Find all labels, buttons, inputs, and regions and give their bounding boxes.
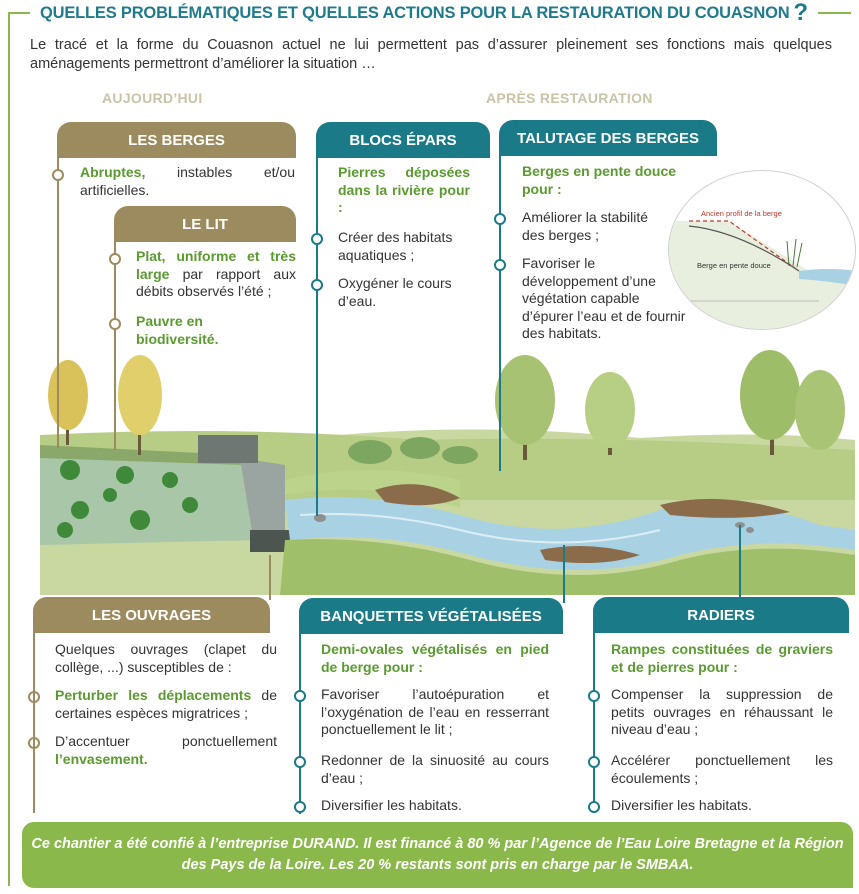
intro-text: Le tracé et la forme du Couasnon actuel ne lui permettent pas d’assurer pleinement ses fonctions mais quelques aménagements permettront d’améliorer la situation … bbox=[30, 37, 832, 72]
river-illustration bbox=[40, 340, 855, 595]
bullet-icon bbox=[588, 801, 600, 813]
bullet-icon bbox=[588, 690, 600, 702]
bullet-icon bbox=[311, 279, 323, 291]
radiers-intro: Rampes constituées de graviers et de pierres pour : bbox=[611, 641, 833, 675]
lit-title: LE LIT bbox=[114, 206, 296, 242]
header bbox=[30, 0, 818, 26]
talutage-item-1: Améliorer la stabilité des berges ; bbox=[522, 209, 649, 243]
blocs-intro: Pierres déposées dans la rivière pour : bbox=[338, 164, 470, 215]
bank-profile-diagram bbox=[668, 170, 856, 330]
lit-item-1: Plat, uniforme et très large par rapport aux débits observés l’été ; bbox=[136, 248, 296, 299]
funding-footer: Ce chantier a été confié à l’entreprise DURAND. Il est financé à 80 % par l’Agence de l’Eau Loire Bretagne et la Région des Pays de la Loire. Les 20 % restants sont pris en charge par le SMBAA. bbox=[22, 822, 853, 888]
title-rule bbox=[826, 12, 851, 14]
connector-lit bbox=[114, 240, 116, 450]
ouvrages-item-1: Perturber les déplacements de certaines espèces migratrices ; bbox=[55, 687, 277, 721]
blocs-item-1: Créer des habitats aquatiques ; bbox=[338, 229, 453, 263]
bullet-icon bbox=[52, 169, 64, 181]
sluice-structure bbox=[198, 435, 258, 463]
bullet-icon bbox=[109, 318, 121, 330]
connector-ouvrages bbox=[269, 555, 271, 600]
diagram-old-label: Ancien profil de la berge bbox=[701, 209, 782, 218]
connector-talutage bbox=[499, 156, 501, 471]
berges-title: LES BERGES bbox=[57, 122, 296, 158]
radiers-item-3: Diversifier les habitats. bbox=[611, 797, 752, 813]
talutage-title: TALUTAGE DES BERGES bbox=[499, 120, 717, 156]
radiers-item-1: Compenser la suppression de petits ouvrages en réhaussant le niveau d’eau ; bbox=[611, 686, 833, 737]
banquettes-title: BANQUETTES VÉGÉTALISÉES bbox=[299, 598, 563, 634]
radiers-title: RADIERS bbox=[593, 597, 849, 633]
bullet-icon bbox=[294, 690, 306, 702]
banquettes-item-3: Diversifier les habitats. bbox=[321, 797, 462, 813]
ouvrages-item-2: D’accentuer ponctuellement l’envasement. bbox=[55, 733, 277, 767]
radiers-rule bbox=[593, 633, 595, 813]
bullet-icon bbox=[588, 756, 600, 768]
lit-item-2: Pauvre en biodiversité. bbox=[136, 313, 219, 347]
page-title: QUELLES PROBLÉMATIQUES ET QUELLES ACTIONS POUR LA RESTAURATION DU COUASNON bbox=[40, 3, 790, 22]
connector-banquettes bbox=[563, 545, 565, 603]
column-after: APRÈS RESTAURATION bbox=[486, 90, 653, 106]
bullet-icon bbox=[311, 233, 323, 245]
question-mark-icon: ? bbox=[793, 0, 809, 26]
connector-blocs bbox=[316, 156, 318, 516]
banquettes-rule bbox=[299, 634, 301, 814]
ouvrages-rule bbox=[33, 633, 35, 813]
banquettes-intro: Demi-ovales végétalisés en pied de berge pour : bbox=[321, 641, 549, 675]
bullet-icon bbox=[494, 213, 506, 225]
blocs-item-2: Oxygéner le cours d’eau. bbox=[338, 275, 452, 309]
bullet-icon bbox=[494, 259, 506, 271]
talutage-intro: Berges en pente douce pour : bbox=[522, 163, 677, 197]
connector-berges bbox=[57, 158, 59, 448]
banquettes-item-1: Favoriser l’autoépuration et l’oxygénation de l’eau en resserrant ponctuellement le lit ; bbox=[321, 686, 549, 737]
ouvrages-title: LES OUVRAGES bbox=[33, 597, 270, 633]
berges-text: Abruptes, instables et/ou artificielles. bbox=[80, 164, 295, 198]
talutage-item-2: Favoriser le développement d’une végétation capable d’épurer l’eau et de fournir des habitats. bbox=[522, 255, 686, 341]
radiers-item-2: Accélérer ponctuellement les écoulements ; bbox=[611, 752, 833, 786]
diagram-new-label: Berge en pente douce bbox=[697, 261, 771, 270]
column-today: AUJOURD’HUI bbox=[102, 90, 203, 106]
connector-radiers bbox=[739, 525, 741, 600]
ouvrages-intro: Quelques ouvrages (clapet du collège, ...) susceptibles de : bbox=[55, 641, 277, 675]
blocs-title: BLOCS ÉPARS bbox=[316, 122, 490, 158]
bullet-icon bbox=[294, 756, 306, 768]
bullet-icon bbox=[294, 801, 306, 813]
bullet-icon bbox=[109, 253, 121, 265]
banquettes-item-2: Redonner de la sinuosité au cours d’eau ; bbox=[321, 752, 549, 786]
